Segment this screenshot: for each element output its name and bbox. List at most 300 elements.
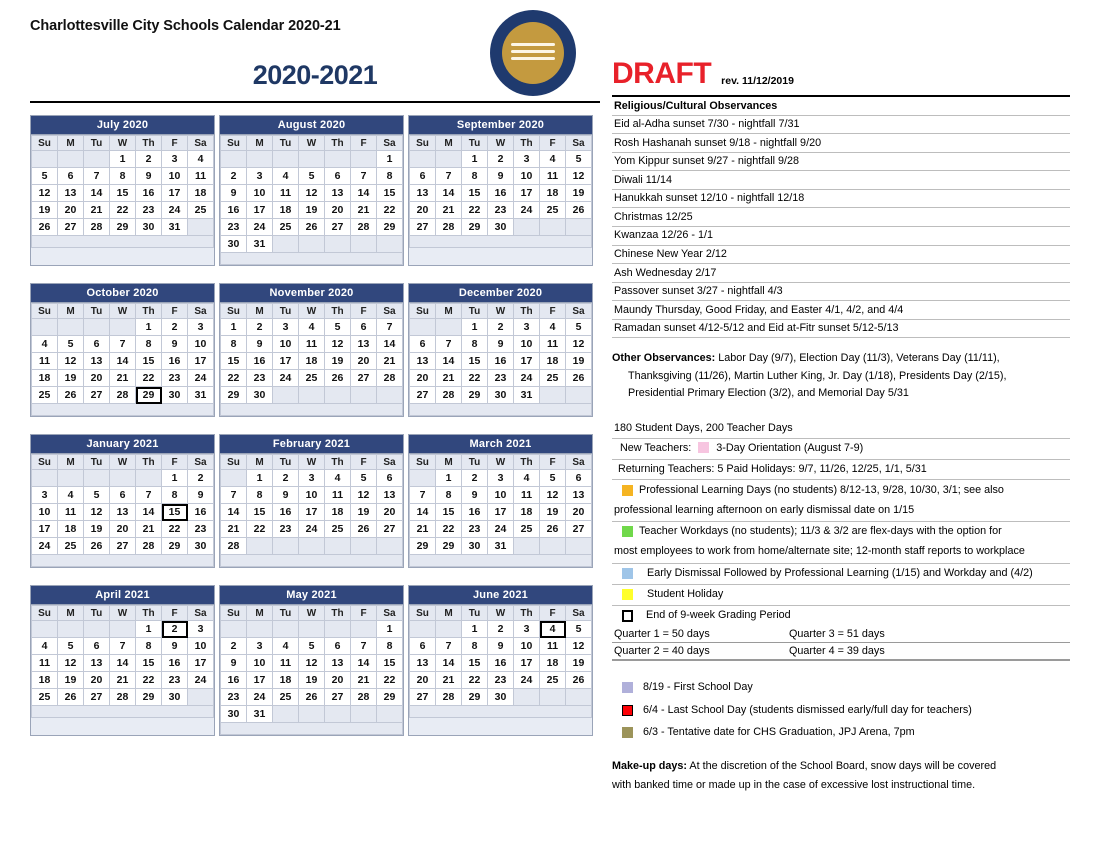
day-cell[interactable]: 27 <box>84 387 110 404</box>
day-cell[interactable]: 18 <box>540 185 566 202</box>
day-cell[interactable]: 15 <box>436 504 462 521</box>
day-cell[interactable]: 25 <box>299 370 325 387</box>
day-cell[interactable]: 25 <box>273 219 299 236</box>
day-cell[interactable]: 12 <box>299 185 325 202</box>
day-cell[interactable]: 23 <box>188 521 214 538</box>
day-cell[interactable]: 28 <box>136 538 162 555</box>
day-cell[interactable]: 31 <box>247 236 273 253</box>
day-cell[interactable]: 9 <box>221 655 247 672</box>
day-cell[interactable]: 24 <box>488 521 514 538</box>
day-cell[interactable]: 6 <box>377 470 403 487</box>
day-cell[interactable]: 22 <box>221 370 247 387</box>
day-cell[interactable]: 7 <box>436 336 462 353</box>
day-cell[interactable]: 28 <box>84 219 110 236</box>
day-cell[interactable]: 14 <box>84 185 110 202</box>
day-cell[interactable]: 11 <box>540 336 566 353</box>
day-cell[interactable]: 1 <box>221 319 247 336</box>
day-cell[interactable]: 7 <box>351 638 377 655</box>
day-cell[interactable]: 9 <box>488 638 514 655</box>
day-cell[interactable]: 25 <box>540 202 566 219</box>
day-cell[interactable]: 7 <box>377 319 403 336</box>
day-cell[interactable]: 9 <box>488 336 514 353</box>
day-cell[interactable]: 6 <box>566 470 592 487</box>
day-cell[interactable]: 10 <box>299 487 325 504</box>
day-cell[interactable]: 3 <box>162 151 188 168</box>
day-cell[interactable]: 24 <box>247 219 273 236</box>
day-cell[interactable]: 30 <box>247 387 273 404</box>
day-cell[interactable]: 6 <box>410 336 436 353</box>
day-cell[interactable]: 25 <box>188 202 214 219</box>
day-cell[interactable]: 11 <box>514 487 540 504</box>
day-cell[interactable]: 27 <box>84 689 110 706</box>
day-cell[interactable]: 21 <box>84 202 110 219</box>
day-cell[interactable]: 8 <box>462 168 488 185</box>
day-cell[interactable]: 29 <box>462 219 488 236</box>
day-cell[interactable]: 15 <box>136 353 162 370</box>
day-cell[interactable]: 6 <box>410 168 436 185</box>
day-cell[interactable]: 19 <box>32 202 58 219</box>
day-cell[interactable]: 21 <box>351 202 377 219</box>
day-cell[interactable]: 16 <box>247 353 273 370</box>
day-cell[interactable]: 26 <box>32 219 58 236</box>
day-cell[interactable]: 15 <box>462 185 488 202</box>
day-cell[interactable]: 20 <box>566 504 592 521</box>
day-cell[interactable]: 1 <box>110 151 136 168</box>
day-cell[interactable]: 9 <box>188 487 214 504</box>
day-cell[interactable]: 1 <box>436 470 462 487</box>
day-cell[interactable]: 21 <box>136 521 162 538</box>
day-cell[interactable]: 28 <box>351 689 377 706</box>
day-cell[interactable]: 3 <box>514 151 540 168</box>
day-cell[interactable]: 17 <box>247 202 273 219</box>
day-cell[interactable]: 11 <box>32 655 58 672</box>
day-cell[interactable]: 4 <box>58 487 84 504</box>
day-cell[interactable]: 3 <box>299 470 325 487</box>
day-cell[interactable]: 5 <box>566 621 592 638</box>
day-cell[interactable]: 23 <box>488 370 514 387</box>
day-cell[interactable]: 7 <box>221 487 247 504</box>
day-cell[interactable]: 15 <box>462 655 488 672</box>
day-cell[interactable]: 22 <box>462 370 488 387</box>
day-cell[interactable]: 16 <box>162 353 188 370</box>
day-cell[interactable]: 11 <box>299 336 325 353</box>
day-cell[interactable]: 1 <box>377 151 403 168</box>
day-cell[interactable]: 14 <box>436 185 462 202</box>
day-cell[interactable]: 20 <box>410 672 436 689</box>
day-cell[interactable]: 20 <box>351 353 377 370</box>
day-cell[interactable]: 26 <box>566 370 592 387</box>
day-cell[interactable]: 26 <box>540 521 566 538</box>
day-cell[interactable]: 13 <box>410 353 436 370</box>
day-cell[interactable]: 11 <box>540 638 566 655</box>
day-cell[interactable]: 29 <box>110 219 136 236</box>
day-cell[interactable]: 19 <box>299 202 325 219</box>
day-cell[interactable]: 3 <box>247 638 273 655</box>
day-cell[interactable]: 1 <box>136 319 162 336</box>
day-cell[interactable]: 13 <box>351 336 377 353</box>
day-cell[interactable]: 22 <box>377 672 403 689</box>
day-cell[interactable]: 30 <box>488 387 514 404</box>
day-cell[interactable]: 1 <box>136 621 162 638</box>
day-cell[interactable]: 4 <box>540 151 566 168</box>
day-cell[interactable]: 2 <box>188 470 214 487</box>
day-cell[interactable]: 6 <box>325 168 351 185</box>
day-cell[interactable]: 20 <box>410 202 436 219</box>
day-cell[interactable]: 4 <box>273 638 299 655</box>
day-cell[interactable]: 23 <box>247 370 273 387</box>
day-cell[interactable]: 6 <box>84 638 110 655</box>
day-cell[interactable]: 27 <box>325 219 351 236</box>
day-cell[interactable]: 21 <box>351 672 377 689</box>
day-cell[interactable]: 25 <box>325 521 351 538</box>
day-cell[interactable]: 24 <box>32 538 58 555</box>
day-cell[interactable]: 28 <box>377 370 403 387</box>
day-cell[interactable]: 10 <box>32 504 58 521</box>
day-cell[interactable]: 11 <box>540 168 566 185</box>
day-cell[interactable]: 15 <box>221 353 247 370</box>
day-cell[interactable]: 29 <box>221 387 247 404</box>
day-cell[interactable]: 3 <box>514 621 540 638</box>
day-cell[interactable]: 30 <box>162 387 188 404</box>
day-cell[interactable]: 11 <box>273 655 299 672</box>
day-cell[interactable]: 27 <box>325 689 351 706</box>
day-cell[interactable]: 31 <box>162 219 188 236</box>
day-cell[interactable]: 29 <box>410 538 436 555</box>
day-cell[interactable]: 16 <box>488 655 514 672</box>
day-cell[interactable]: 29 <box>377 219 403 236</box>
day-cell[interactable]: 23 <box>221 689 247 706</box>
day-cell[interactable]: 25 <box>32 689 58 706</box>
day-cell[interactable]: 20 <box>110 521 136 538</box>
day-cell[interactable]: 16 <box>221 672 247 689</box>
day-cell[interactable]: 28 <box>436 387 462 404</box>
day-cell[interactable]: 21 <box>110 672 136 689</box>
day-cell[interactable]: 10 <box>188 336 214 353</box>
day-cell[interactable]: 8 <box>247 487 273 504</box>
day-cell[interactable]: 30 <box>136 219 162 236</box>
day-cell[interactable]: 19 <box>540 504 566 521</box>
day-cell[interactable]: 27 <box>351 370 377 387</box>
day-cell[interactable]: 7 <box>84 168 110 185</box>
day-cell[interactable]: 7 <box>436 168 462 185</box>
day-cell[interactable]: 19 <box>566 655 592 672</box>
day-cell[interactable]: 18 <box>273 672 299 689</box>
day-cell[interactable]: 25 <box>58 538 84 555</box>
day-cell[interactable]: 14 <box>351 185 377 202</box>
day-cell[interactable]: 13 <box>84 655 110 672</box>
day-cell[interactable]: 10 <box>188 638 214 655</box>
day-cell[interactable]: 20 <box>58 202 84 219</box>
day-cell[interactable]: 28 <box>110 387 136 404</box>
day-cell[interactable]: 6 <box>110 487 136 504</box>
day-cell[interactable]: 5 <box>32 168 58 185</box>
day-cell[interactable]: 30 <box>221 706 247 723</box>
day-cell[interactable]: 16 <box>488 353 514 370</box>
day-cell[interactable]: 15 <box>377 655 403 672</box>
day-cell[interactable]: 14 <box>136 504 162 521</box>
day-cell[interactable]: 11 <box>58 504 84 521</box>
day-cell[interactable]: 1 <box>377 621 403 638</box>
day-cell[interactable]: 5 <box>566 319 592 336</box>
day-cell[interactable]: 27 <box>377 521 403 538</box>
day-cell[interactable]: 22 <box>462 672 488 689</box>
day-cell[interactable]: 29 <box>377 689 403 706</box>
day-cell[interactable]: 1 <box>462 319 488 336</box>
day-cell[interactable]: 21 <box>436 672 462 689</box>
day-cell[interactable]: 25 <box>540 672 566 689</box>
day-cell[interactable]: 12 <box>58 353 84 370</box>
day-cell[interactable]: 17 <box>188 353 214 370</box>
day-cell[interactable]: 15 <box>136 655 162 672</box>
day-cell[interactable]: 2 <box>221 638 247 655</box>
day-cell[interactable]: 14 <box>221 504 247 521</box>
day-cell[interactable]: 18 <box>540 655 566 672</box>
day-cell[interactable]: 8 <box>377 638 403 655</box>
day-cell[interactable]: 7 <box>110 638 136 655</box>
day-cell[interactable]: 16 <box>136 185 162 202</box>
day-cell[interactable]: 11 <box>273 185 299 202</box>
day-cell[interactable]: 19 <box>58 672 84 689</box>
day-cell[interactable]: 5 <box>540 470 566 487</box>
day-cell[interactable]: 13 <box>325 185 351 202</box>
day-cell[interactable]: 8 <box>162 487 188 504</box>
day-cell[interactable]: 19 <box>566 185 592 202</box>
day-cell[interactable]: 6 <box>325 638 351 655</box>
day-cell[interactable]: 19 <box>351 504 377 521</box>
day-cell[interactable]: 30 <box>162 689 188 706</box>
day-cell[interactable]: 28 <box>436 689 462 706</box>
day-cell[interactable]: 5 <box>299 168 325 185</box>
day-cell[interactable]: 15 <box>162 504 188 521</box>
day-cell[interactable]: 5 <box>58 336 84 353</box>
day-cell[interactable]: 9 <box>462 487 488 504</box>
day-cell[interactable]: 13 <box>410 185 436 202</box>
day-cell[interactable]: 17 <box>514 655 540 672</box>
day-cell[interactable]: 8 <box>110 168 136 185</box>
day-cell[interactable]: 26 <box>299 689 325 706</box>
day-cell[interactable]: 23 <box>488 672 514 689</box>
day-cell[interactable]: 23 <box>462 521 488 538</box>
day-cell[interactable]: 19 <box>325 353 351 370</box>
day-cell[interactable]: 2 <box>221 168 247 185</box>
day-cell[interactable]: 25 <box>540 370 566 387</box>
day-cell[interactable]: 30 <box>221 236 247 253</box>
day-cell[interactable]: 4 <box>299 319 325 336</box>
day-cell[interactable]: 1 <box>462 621 488 638</box>
day-cell[interactable]: 2 <box>136 151 162 168</box>
day-cell[interactable]: 30 <box>488 689 514 706</box>
day-cell[interactable]: 25 <box>273 689 299 706</box>
day-cell[interactable]: 7 <box>410 487 436 504</box>
day-cell[interactable]: 22 <box>436 521 462 538</box>
day-cell[interactable]: 29 <box>162 538 188 555</box>
day-cell[interactable]: 23 <box>488 202 514 219</box>
day-cell[interactable]: 16 <box>188 504 214 521</box>
day-cell[interactable]: 24 <box>299 521 325 538</box>
day-cell[interactable]: 9 <box>247 336 273 353</box>
day-cell[interactable]: 15 <box>377 185 403 202</box>
day-cell[interactable]: 13 <box>84 353 110 370</box>
day-cell[interactable]: 10 <box>162 168 188 185</box>
day-cell[interactable]: 31 <box>188 387 214 404</box>
day-cell[interactable]: 5 <box>299 638 325 655</box>
day-cell[interactable]: 27 <box>566 521 592 538</box>
day-cell[interactable]: 21 <box>436 202 462 219</box>
day-cell[interactable]: 7 <box>436 638 462 655</box>
day-cell[interactable]: 15 <box>110 185 136 202</box>
day-cell[interactable]: 17 <box>488 504 514 521</box>
day-cell[interactable]: 15 <box>462 353 488 370</box>
day-cell[interactable]: 16 <box>273 504 299 521</box>
day-cell[interactable]: 19 <box>58 370 84 387</box>
day-cell[interactable]: 13 <box>410 655 436 672</box>
day-cell[interactable]: 6 <box>410 638 436 655</box>
day-cell[interactable]: 23 <box>273 521 299 538</box>
day-cell[interactable]: 1 <box>462 151 488 168</box>
day-cell[interactable]: 17 <box>188 655 214 672</box>
day-cell[interactable]: 5 <box>566 151 592 168</box>
day-cell[interactable]: 16 <box>221 202 247 219</box>
day-cell[interactable]: 3 <box>273 319 299 336</box>
day-cell[interactable]: 3 <box>188 621 214 638</box>
day-cell[interactable]: 22 <box>162 521 188 538</box>
day-cell[interactable]: 21 <box>110 370 136 387</box>
day-cell[interactable]: 4 <box>540 319 566 336</box>
day-cell[interactable]: 7 <box>351 168 377 185</box>
day-cell[interactable]: 2 <box>488 621 514 638</box>
day-cell[interactable]: 20 <box>84 672 110 689</box>
day-cell[interactable]: 13 <box>58 185 84 202</box>
day-cell[interactable]: 4 <box>540 621 566 638</box>
day-cell[interactable]: 3 <box>247 168 273 185</box>
day-cell[interactable]: 9 <box>488 168 514 185</box>
day-cell[interactable]: 29 <box>462 387 488 404</box>
day-cell[interactable]: 22 <box>377 202 403 219</box>
day-cell[interactable]: 30 <box>488 219 514 236</box>
day-cell[interactable]: 31 <box>488 538 514 555</box>
day-cell[interactable]: 23 <box>162 672 188 689</box>
day-cell[interactable]: 24 <box>188 370 214 387</box>
day-cell[interactable]: 25 <box>514 521 540 538</box>
day-cell[interactable]: 27 <box>110 538 136 555</box>
day-cell[interactable]: 24 <box>188 672 214 689</box>
day-cell[interactable]: 18 <box>514 504 540 521</box>
day-cell[interactable]: 27 <box>410 689 436 706</box>
day-cell[interactable]: 12 <box>566 638 592 655</box>
day-cell[interactable]: 2 <box>162 621 188 638</box>
day-cell[interactable]: 6 <box>351 319 377 336</box>
day-cell[interactable]: 31 <box>247 706 273 723</box>
day-cell[interactable]: 28 <box>436 219 462 236</box>
day-cell[interactable]: 24 <box>514 370 540 387</box>
day-cell[interactable]: 14 <box>110 353 136 370</box>
day-cell[interactable]: 18 <box>325 504 351 521</box>
day-cell[interactable]: 17 <box>299 504 325 521</box>
day-cell[interactable]: 2 <box>162 319 188 336</box>
day-cell[interactable]: 15 <box>247 504 273 521</box>
day-cell[interactable]: 11 <box>325 487 351 504</box>
day-cell[interactable]: 9 <box>273 487 299 504</box>
day-cell[interactable]: 27 <box>58 219 84 236</box>
day-cell[interactable]: 8 <box>436 487 462 504</box>
day-cell[interactable]: 10 <box>273 336 299 353</box>
day-cell[interactable]: 21 <box>377 353 403 370</box>
day-cell[interactable]: 8 <box>136 336 162 353</box>
day-cell[interactable]: 28 <box>351 219 377 236</box>
day-cell[interactable]: 10 <box>488 487 514 504</box>
day-cell[interactable]: 11 <box>188 168 214 185</box>
day-cell[interactable]: 10 <box>514 336 540 353</box>
day-cell[interactable]: 18 <box>188 185 214 202</box>
day-cell[interactable]: 9 <box>136 168 162 185</box>
day-cell[interactable]: 12 <box>351 487 377 504</box>
day-cell[interactable]: 19 <box>84 521 110 538</box>
day-cell[interactable]: 27 <box>410 387 436 404</box>
day-cell[interactable]: 31 <box>514 387 540 404</box>
day-cell[interactable]: 28 <box>221 538 247 555</box>
day-cell[interactable]: 12 <box>566 168 592 185</box>
day-cell[interactable]: 6 <box>84 336 110 353</box>
day-cell[interactable]: 5 <box>58 638 84 655</box>
day-cell[interactable]: 12 <box>84 504 110 521</box>
day-cell[interactable]: 3 <box>514 319 540 336</box>
day-cell[interactable]: 2 <box>273 470 299 487</box>
day-cell[interactable]: 16 <box>162 655 188 672</box>
day-cell[interactable]: 12 <box>325 336 351 353</box>
day-cell[interactable]: 26 <box>351 521 377 538</box>
day-cell[interactable]: 18 <box>273 202 299 219</box>
day-cell[interactable]: 22 <box>462 202 488 219</box>
day-cell[interactable]: 9 <box>162 336 188 353</box>
day-cell[interactable]: 24 <box>514 672 540 689</box>
day-cell[interactable]: 2 <box>247 319 273 336</box>
day-cell[interactable]: 29 <box>462 689 488 706</box>
day-cell[interactable]: 4 <box>273 168 299 185</box>
day-cell[interactable]: 23 <box>221 219 247 236</box>
day-cell[interactable]: 22 <box>110 202 136 219</box>
day-cell[interactable]: 25 <box>32 387 58 404</box>
day-cell[interactable]: 10 <box>514 168 540 185</box>
day-cell[interactable]: 18 <box>32 370 58 387</box>
day-cell[interactable]: 13 <box>325 655 351 672</box>
day-cell[interactable]: 13 <box>377 487 403 504</box>
day-cell[interactable]: 4 <box>32 336 58 353</box>
day-cell[interactable]: 18 <box>299 353 325 370</box>
day-cell[interactable]: 2 <box>488 151 514 168</box>
day-cell[interactable]: 12 <box>299 655 325 672</box>
day-cell[interactable]: 6 <box>58 168 84 185</box>
day-cell[interactable]: 21 <box>436 370 462 387</box>
day-cell[interactable]: 24 <box>247 689 273 706</box>
day-cell[interactable]: 14 <box>377 336 403 353</box>
day-cell[interactable]: 18 <box>540 353 566 370</box>
day-cell[interactable]: 20 <box>84 370 110 387</box>
day-cell[interactable]: 29 <box>136 689 162 706</box>
day-cell[interactable]: 26 <box>58 387 84 404</box>
day-cell[interactable]: 5 <box>84 487 110 504</box>
day-cell[interactable]: 17 <box>514 353 540 370</box>
day-cell[interactable]: 3 <box>32 487 58 504</box>
day-cell[interactable]: 20 <box>325 672 351 689</box>
day-cell[interactable]: 4 <box>514 470 540 487</box>
day-cell[interactable]: 22 <box>247 521 273 538</box>
day-cell[interactable]: 8 <box>136 638 162 655</box>
day-cell[interactable]: 28 <box>110 689 136 706</box>
day-cell[interactable]: 24 <box>273 370 299 387</box>
day-cell[interactable]: 5 <box>325 319 351 336</box>
day-cell[interactable]: 24 <box>162 202 188 219</box>
day-cell[interactable]: 19 <box>299 672 325 689</box>
